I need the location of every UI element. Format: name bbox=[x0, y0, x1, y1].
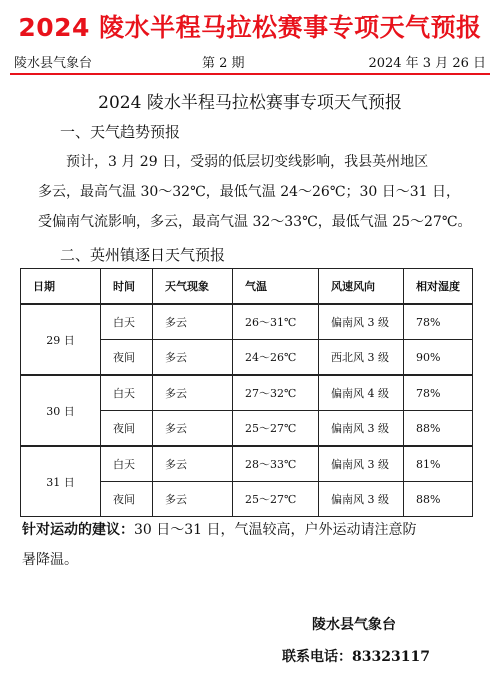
wind-cell: 偏南风 3 级 bbox=[319, 482, 404, 517]
forecast-line-3: 受偏南气流影响，多云，最高气温 32～33℃，最低气温 25～27℃。 bbox=[38, 214, 472, 230]
humidity-cell: 78% bbox=[404, 304, 473, 340]
header-humidity: 相对湿度 bbox=[404, 269, 473, 305]
advice-label: 针对运动的建议： bbox=[22, 522, 134, 538]
wind-cell: 偏南风 4 级 bbox=[319, 375, 404, 411]
exercise-advice bbox=[22, 515, 486, 575]
forecast-line-1: 预计，3 月 29 日，受弱的低层切变线影响，我县英州地区 bbox=[66, 154, 429, 170]
temperature-cell: 25～27℃ bbox=[233, 411, 319, 447]
date-cell: 29 日 bbox=[21, 304, 101, 375]
weather-cell: 多云 bbox=[153, 446, 233, 482]
date-cell: 31 日 bbox=[21, 446, 101, 517]
table-header-row bbox=[21, 269, 473, 305]
wind-cell: 偏南风 3 级 bbox=[319, 411, 404, 447]
header-time: 时间 bbox=[101, 269, 153, 305]
weather-cell: 多云 bbox=[153, 375, 233, 411]
banner-title: 2024 陵水半程马拉松赛事专项天气预报 bbox=[18, 13, 482, 42]
time-cell: 夜间 bbox=[101, 482, 153, 517]
weather-cell: 多云 bbox=[153, 482, 233, 517]
table-row bbox=[21, 304, 473, 340]
temperature-cell: 26～31℃ bbox=[233, 304, 319, 340]
weather-cell: 多云 bbox=[153, 304, 233, 340]
table-row bbox=[21, 375, 473, 411]
time-cell: 夜间 bbox=[101, 411, 153, 447]
humidity-cell: 81% bbox=[404, 446, 473, 482]
time-cell: 夜间 bbox=[101, 340, 153, 376]
issuer: 陵水县气象台 bbox=[14, 56, 93, 71]
advice-text-1: 30 日～31 日，气温较高，户外运动请注意防 bbox=[134, 522, 417, 538]
date-cell: 30 日 bbox=[21, 375, 101, 446]
advice-text-2: 暑降温。 bbox=[22, 552, 78, 568]
forecast-paragraph bbox=[38, 147, 486, 237]
header-wind: 风速风向 bbox=[319, 269, 404, 305]
weather-cell: 多云 bbox=[153, 411, 233, 447]
time-cell: 白天 bbox=[101, 304, 153, 340]
humidity-cell: 78% bbox=[404, 375, 473, 411]
forecast-line-2: 多云，最高气温 30～32℃，最低气温 24～26℃；30 日～31 日， bbox=[38, 184, 461, 200]
section-1-heading: 一、天气趋势预报 bbox=[60, 123, 181, 141]
document-title: 2024 陵水半程马拉松赛事专项天气预报 bbox=[98, 93, 402, 113]
contact-phone: 联系电话：83323117 bbox=[282, 649, 430, 665]
humidity-cell: 88% bbox=[404, 482, 473, 517]
header-weather: 天气现象 bbox=[153, 269, 233, 305]
humidity-cell: 90% bbox=[404, 340, 473, 376]
wind-cell: 西北风 3 级 bbox=[319, 340, 404, 376]
temperature-cell: 25～27℃ bbox=[233, 482, 319, 517]
red-divider bbox=[10, 73, 490, 75]
time-cell: 白天 bbox=[101, 375, 153, 411]
signature-org: 陵水县气象台 bbox=[312, 617, 396, 633]
issue-number: 第 2 期 bbox=[202, 56, 245, 71]
wind-cell: 偏南风 3 级 bbox=[319, 446, 404, 482]
header-date: 日期 bbox=[21, 269, 101, 305]
section-2-heading: 二、英州镇逐日天气预报 bbox=[60, 246, 226, 264]
header-temperature: 气温 bbox=[233, 269, 319, 305]
issue-meta bbox=[14, 52, 486, 72]
wind-cell: 偏南风 3 级 bbox=[319, 304, 404, 340]
weather-cell: 多云 bbox=[153, 340, 233, 376]
temperature-cell: 27～32℃ bbox=[233, 375, 319, 411]
time-cell: 白天 bbox=[101, 446, 153, 482]
temperature-cell: 24～26℃ bbox=[233, 340, 319, 376]
humidity-cell: 88% bbox=[404, 411, 473, 447]
issue-date: 2024 年 3 月 26 日 bbox=[368, 56, 486, 71]
temperature-cell: 28～33℃ bbox=[233, 446, 319, 482]
forecast-table bbox=[20, 268, 473, 517]
table-row bbox=[21, 446, 473, 482]
